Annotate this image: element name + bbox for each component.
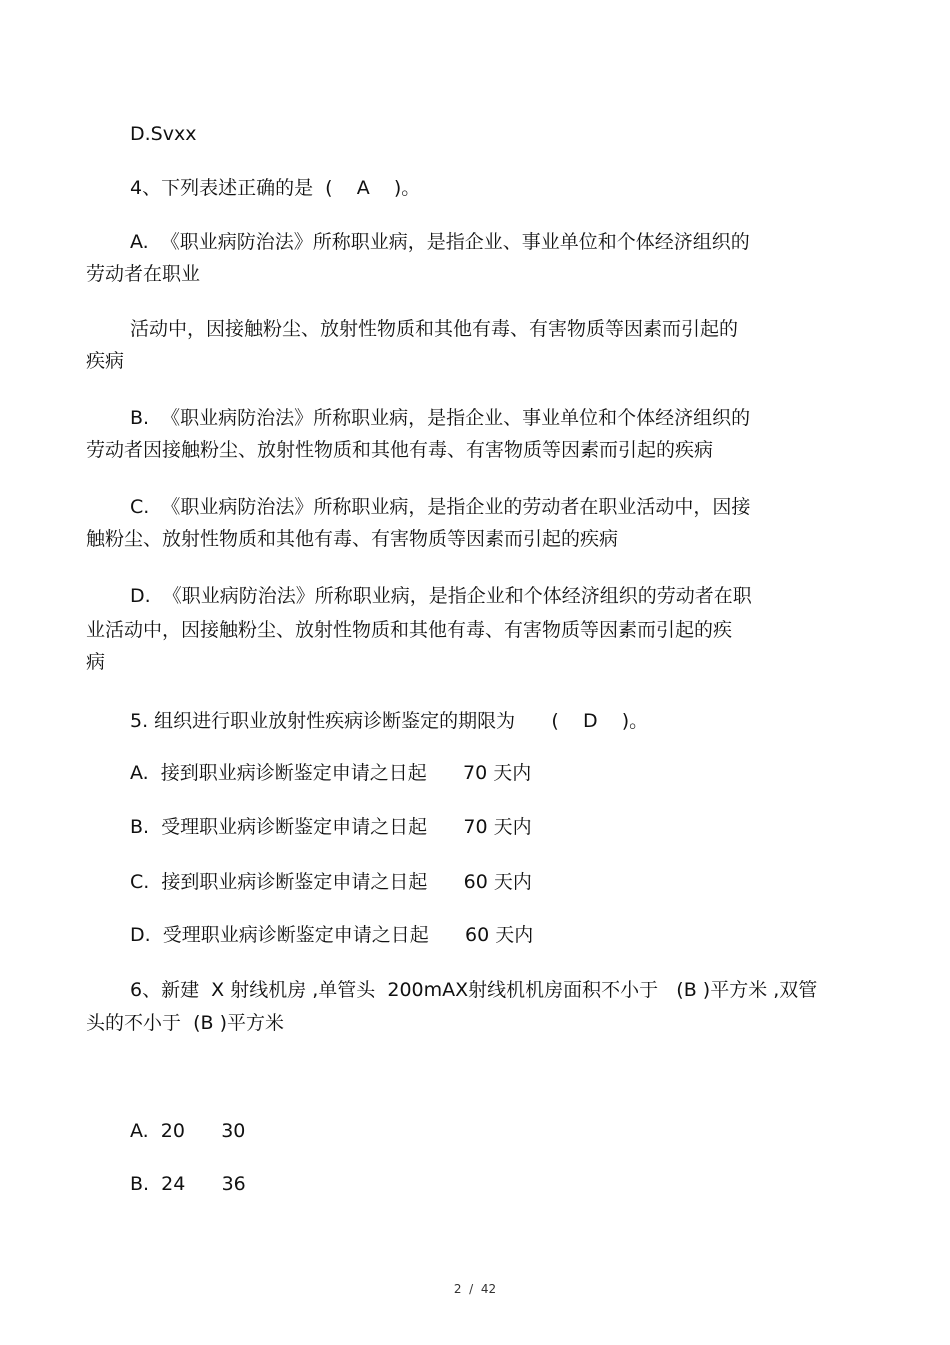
question-5-option-a: A. 接到职业病诊断鉴定申请之日起 70 天内 [130, 762, 532, 784]
option-d-text: D.Svxx [130, 123, 197, 145]
question-4-option-b-line-1: B. 《职业病防治法》所称职业病，是指企业、事业单位和个体经济组织的 [130, 407, 751, 429]
question-4-option-a-line-2: 劳动者在职业 [86, 263, 201, 285]
question-4-option-b-line-2: 劳动者因接触粉尘、放射性物质和其他有毒、有害物质等因素而引起的疾病 [86, 439, 714, 461]
page-number: 2 / 42 [453, 1282, 497, 1296]
question-6-option-b: B. 24 36 [130, 1173, 246, 1195]
question-4-option-a-line-1: A. 《职业病防治法》所称职业病，是指企业、事业单位和个体经济组织的 [130, 231, 750, 253]
question-5-stem: 5. 组织进行职业放射性疾病诊断鉴定的期限为 ( D )。 [130, 710, 649, 732]
question-5-option-b: B. 受理职业病诊断鉴定申请之日起 70 天内 [130, 816, 532, 838]
question-4-option-a-line-4: 疾病 [86, 350, 125, 372]
question-4-option-d-line-3: 病 [86, 651, 106, 673]
question-5-option-d: D. 受理职业病诊断鉴定申请之日起 60 天内 [130, 924, 534, 946]
question-4-option-c-line-2: 触粉尘、放射性物质和其他有毒、有害物质等因素而引起的疾病 [86, 528, 619, 550]
question-4-stem: 4、下列表述正确的是 ( A )。 [130, 177, 421, 199]
question-6-stem-line-2: 头的不小于 (B )平方米 [86, 1012, 284, 1034]
question-6-option-a: A. 20 30 [130, 1120, 246, 1142]
question-4-option-d-line-1: D. 《职业病防治法》所称职业病，是指企业和个体经济组织的劳动者在职 [130, 585, 752, 607]
question-6-stem-line-1: 6、新建 X 射线机房 ,单管头 200mAX射线机机房面积不小于 (B )平方米 ,双管 [130, 979, 818, 1001]
question-4-option-c-line-1: C. 《职业病防治法》所称职业病，是指企业的劳动者在职业活动中，因接 [130, 496, 751, 518]
question-4-option-d-line-2: 业活动中，因接触粉尘、放射性物质和其他有毒、有害物质等因素而引起的疾 [86, 619, 733, 641]
question-4-option-a-line-3: 活动中，因接触粉尘、放射性物质和其他有毒、有害物质等因素而引起的 [130, 318, 739, 340]
question-5-option-c: C. 接到职业病诊断鉴定申请之日起 60 天内 [130, 871, 532, 893]
